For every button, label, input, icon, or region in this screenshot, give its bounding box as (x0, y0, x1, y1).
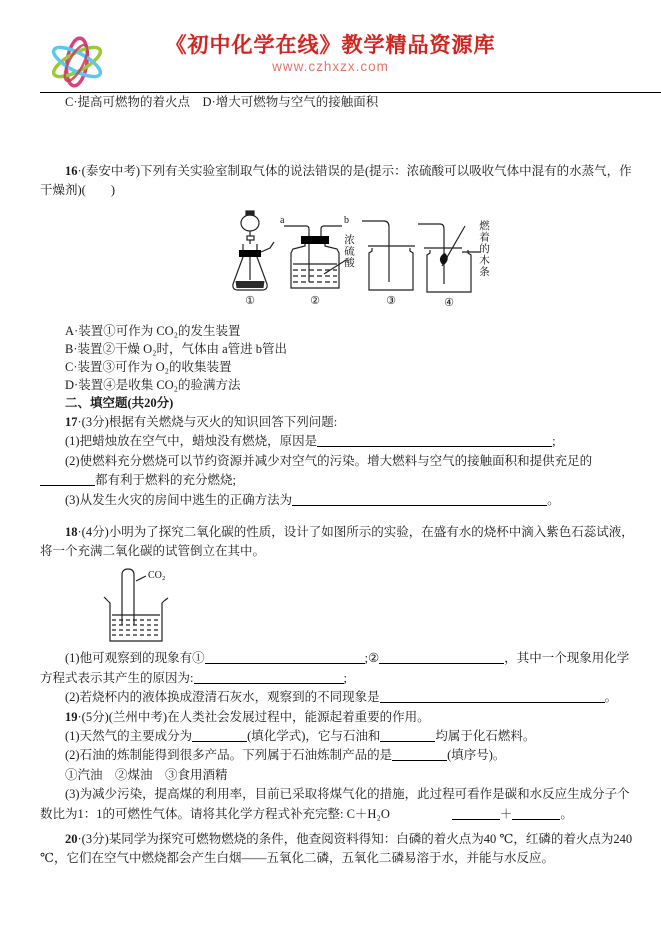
question-17-part1: (1)把蜡烛放在空气中，蜡烛没有燃烧，原因是 ; (65, 434, 556, 448)
site-url[interactable]: www.czhxzx.com (272, 59, 389, 74)
question-19-choices: ①汽油 ②煤油 ③食用酒精 (65, 767, 228, 782)
device-2-number: ② (310, 295, 320, 307)
apparatus-figure (212, 208, 512, 308)
previous-options-line: C·提高可燃物的着火点 D·增大可燃物与空气的接触面积 (65, 95, 379, 109)
question-18-part2: (2)若烧杯内的液体换成澄清石灰水，观察到的不同现象是 。 (65, 690, 618, 704)
question-19-number: 19 (65, 709, 78, 724)
question-16-stem: 16·(泰安中考)下列有关实验室制取气体的说法错误的是(提示：浓硫酸可以吸收气体中混有的水蒸气，作干燥剂)( ) (40, 164, 632, 197)
question-17-part2: (2)使燃料充分燃烧可以节约资源并减少对空气的污染。增大燃料与空气的接触面积和提供充足的都有利于燃料的充分燃烧; (40, 452, 637, 491)
burning-splint-label: 燃着的木条 (478, 220, 489, 278)
question-18-number: 18 (65, 525, 78, 539)
answer-blank (392, 747, 447, 761)
section-2-heading: 二、填空题(共20分) (65, 396, 174, 410)
answer-blank (380, 728, 435, 742)
answer-blank (205, 650, 365, 664)
device-1-number: ① (245, 295, 255, 307)
answer-blank (292, 492, 547, 506)
tube-b-label: b (344, 215, 349, 226)
question-20-number: 20 (65, 832, 78, 846)
page-title: 《初中化学在线》教学精品资源库 (165, 34, 496, 57)
answer-blank (380, 689, 605, 703)
question-16-number: 16 (65, 164, 78, 178)
answer-blank (40, 472, 95, 486)
answer-blank (452, 806, 500, 820)
beaker-figure (70, 565, 200, 647)
question-17-number: 17 (65, 415, 78, 429)
question-17-stem: 17·(3分)根据有关燃烧与灭火的知识回答下列问题: (65, 415, 338, 429)
answer-blank (512, 806, 560, 820)
question-18-part1: (1)他可观察到的现象有① ;② ，其中一个现象用化学方程式表示其产生的原因为: ; (40, 651, 630, 685)
question-19-stem: 19·(5分)(兰州中考)在人类社会发展过程中，能源起着重要的作用。 (65, 709, 430, 724)
option-d: D·装置④是收集 CO₂的验满方法 (65, 378, 241, 392)
answer-blank (194, 670, 344, 684)
tube-a-label: a (280, 215, 285, 226)
option-a: A·装置①可作为 CO₂的发生装置 (65, 324, 241, 338)
header-divider (40, 92, 661, 93)
question-19-part2: (2)石油的炼制能得到很多产品。下列属于石油炼制产品的是 (填序号)。 (65, 748, 506, 762)
page-header (0, 0, 661, 93)
option-c: C·装置③可作为 O₂的收集装置 (65, 360, 232, 374)
answer-blank (379, 650, 504, 664)
device-3-collecting-bottle (362, 221, 415, 290)
question-20-stem: 20·(3分)某同学为探究可燃物燃烧的条件，他查阅资料得知：白磷的着火点为40 ℃，红磷的着火点为240 ℃，它们在空气中燃烧都会产生白烟——五氧化二磷，五氧化二磷易溶于水，并能与水反应。 (40, 832, 633, 865)
acid-label: 浓硫酸 (343, 234, 354, 269)
co2-label: CO₂ (148, 570, 166, 581)
answer-blank (317, 433, 552, 447)
apparatus-drawing (212, 208, 512, 308)
question-17-part3: (3)从发生火灾的房间中逃生的正确方法为 。 (65, 492, 560, 507)
device-1-flask (233, 211, 274, 290)
device-3-number: ③ (386, 295, 396, 307)
answer-blank (192, 728, 247, 742)
question-19-part3: (3)为减少污染，提高煤的利用率，目前已采取将煤气化的措施，此过程可看作是碳和水反应生成分子个数比为1：1的可燃性气体。请将其化学方程式补充完整: C＋H₂O ＋ 。 (40, 787, 630, 821)
device-4-flame-test-bottle (418, 224, 480, 292)
question-18-stem: 18·(4分)小明为了探究二氧化碳的性质，设计了如图所示的实验，在盛有水的烧杯中滴入紫色石蕊试液，将一个充满二氧化碳的试管倒立在其中。 (40, 525, 634, 558)
device-2-washing-bottle (284, 226, 346, 288)
option-b: B·装置②干燥 O₂时，气体由 a管进 b管出 (65, 342, 288, 356)
device-4-number: ④ (444, 297, 454, 308)
beaker-drawing (70, 565, 200, 647)
question-19-part1: (1)天然气的主要成分为 (填化学式)，它与石油和 均属于化石燃料。 (65, 728, 536, 743)
